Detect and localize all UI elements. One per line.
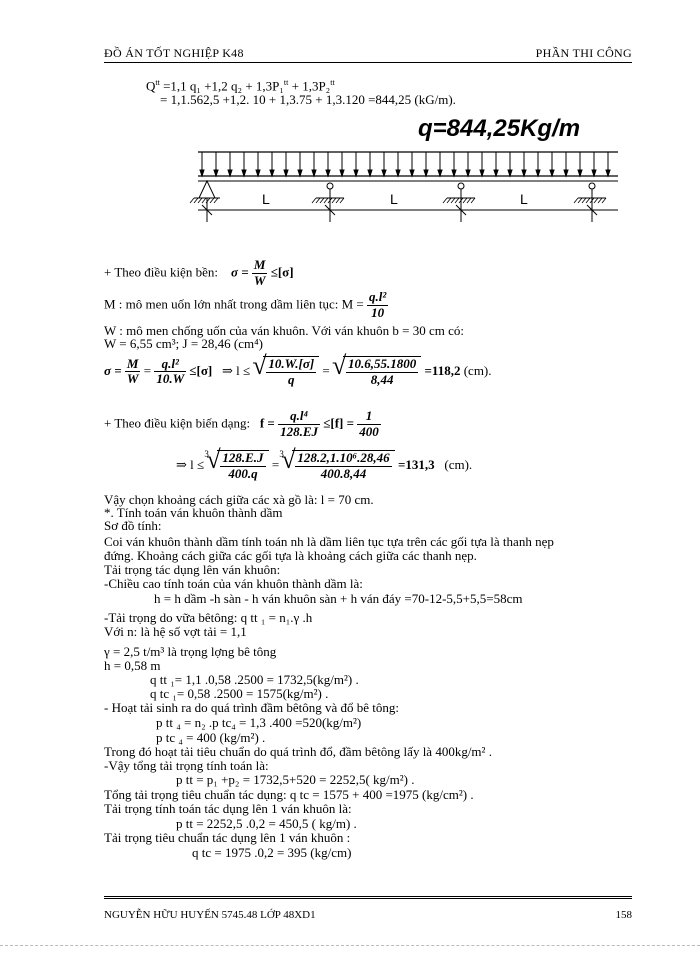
load-arrow-head [228,170,232,176]
body-line-9: Với n: là hệ số vợt tải = 1,1 [104,624,247,639]
page-footer [104,896,632,921]
load-arrow-head [214,170,218,176]
span-label-1: L [262,191,270,207]
hatch-line [447,198,451,203]
supports [194,181,606,198]
hatch-line [340,198,344,203]
modulus-line2: W = 6,55 cm³; J = 28,46 (cm⁴) [104,336,263,351]
body-line-16: p tc ₄ = 400 (kg/m²) . [156,730,266,745]
body-line-2: Sơ đồ tính: [104,518,162,533]
moment-line: M : mô men uốn lớn nhất trong dầm liên tục: M = $\frac{\text{q.l²}}{10}$ [104,289,387,320]
hatching [190,198,606,203]
load-arrow-head [592,170,596,176]
footer-left: NGUYỄN HỮU HUYẾN 5745.48 LỚP 48XD1 [104,909,316,921]
hatch-line [578,198,582,203]
hatch-line [316,198,320,203]
body-line-22: p tt = 2252,5 .0,2 = 450,5 ( kg/m) . [176,816,357,831]
load-arrow-head [438,170,442,176]
hatch-line [602,198,606,203]
deflection-condition: + Theo điều kiện biến dạng: f = $\frac{\text{q.l⁴}}{128.EJ}$ ≤[f] = $\frac{1}{400}$ [104,408,379,439]
body-line-13: q tc ₁= 0,58 .2500 = 1575(kg/m²) . [150,686,329,701]
load-arrow-head [284,170,288,176]
body-line-8: -Tải trọng do vữa bêtông: q tt ₁ = n₁.γ .h [104,610,313,625]
load-arrow-head [326,170,330,176]
modulus-line1: W : mô men chống uốn của ván khuôn. Với ván khuôn b = 30 cm có: [104,323,464,338]
load-arrow-head [494,170,498,176]
hatch-line [455,198,459,203]
hatch-line [467,198,471,203]
load-arrow-head [410,170,414,176]
load-arrow-head [466,170,470,176]
formula-q-line1: $Q^{tt} =1,1$ q₁ +1,2 q₂ + 1,3P₁$^{tt}$ + 1,3P₂$^{tt}$ [146,78,335,94]
header-right: PHẦN THI CÔNG [535,46,632,60]
span-label-3: L [520,191,528,207]
load-arrow-head [508,170,512,176]
body-line-20: Tổng tải trọng tiêu chuẩn tác dụng: q tc = 1575 + 400 =1975 (kg/cm²) . [104,787,474,802]
hatch-line [443,198,447,203]
load-label: q=844,25Kg/m [418,115,581,142]
header-left: ĐỒ ÁN TỐT NGHIỆP K48 [104,46,244,60]
hatch-line [312,198,316,203]
body-line-21: Tải trọng tính toán tác dụng lên 1 ván khuôn là: [104,801,352,816]
load-arrow-head [522,170,526,176]
load-arrow-head [606,170,610,176]
body-line-1: *. Tính toán ván khuôn thành dầm [104,505,283,520]
body-line-17: Trong đó hoạt tải tiêu chuẩn do quá trình đổ, đầm bêtông lấy là 400kg/m² . [104,744,492,759]
hatch-line [190,198,194,203]
load-arrow-head [368,170,372,176]
deflection-calc: ⇒ l ≤ √ 3 $\frac{128.E.J}{400.q}$ = √ 3 $\frac{\text{128.2,1.10⁶.28,46}}{400.8,44}$ =131,3 (cm). [176,450,472,482]
hatch-line [471,198,475,203]
hatch-line [198,198,202,203]
sigma-calc: σ = $\frac{M}{W}$ = $\frac{\text{q.l²}}{10.W}$ ≤[σ] ⇒ l ≤ √ $\frac{10.W.[\sigma]}{q}$ = √ $\frac{10.6,55.1800}{8,44}$ =118,2 (cm). [104,356,492,388]
hatch-line [574,198,578,203]
load-arrow-head [452,170,456,176]
hatch-line [202,198,206,203]
hatch-line [336,198,340,203]
hatch-line [586,198,590,203]
body-line-24: q tc = 1975 .0,2 = 395 (kg/cm) [192,845,352,860]
load-arrow-head [424,170,428,176]
hatch-line [214,198,218,203]
strength-condition: + Theo điều kiện bền: σ = $\frac{M}{W}$ ≤[σ] [104,257,294,288]
hatch-line [451,198,455,203]
body-line-5: Tải trọng tác dụng lên ván khuôn: [104,562,281,577]
beam-diagram [180,110,625,242]
body-line-7: h = h dầm -h sàn - h ván khuôn sàn + h ván đáy =70-12-5,5+5,5=58cm [154,591,523,606]
load-arrow-head [270,170,274,176]
hatch-line [463,198,467,203]
page-number: 158 [615,909,632,921]
load-arrow-head [550,170,554,176]
body-line-14: - Hoạt tải sinh ra do quá trình đầm bêtông và đổ bê tông: [104,700,399,715]
body-line-3: Coi ván khuôn thành dầm tính toán nh là dầm liên tục tựa trên các gối tựa là thanh nẹp [104,534,554,549]
page-header [104,46,632,63]
load-arrow-head [536,170,540,176]
load-arrow-head [396,170,400,176]
hatch-line [598,198,602,203]
load-arrow-head [382,170,386,176]
body-line-15: p tt ₄ = n₂ .p tc₄ = 1,3 .400 =520(kg/m²) [156,715,362,730]
body-line-19: p tt = p₁ +p₂ = 1732,5+520 = 2252,5( kg/m²) . [176,772,415,787]
hatch-line [194,198,198,203]
load-arrow-head [480,170,484,176]
body-line-18: -Vậy tổng tải trọng tính toán là: [104,758,269,773]
load-arrow-head [340,170,344,176]
body-line-4: đứng. Khoảng cách giữa các gối tựa là khoảng cách giữa các thanh nẹp. [104,548,477,563]
hatch-line [324,198,328,203]
body-line-23: Tải trọng tiêu chuẩn tác dụng lên 1 ván khuôn : [104,830,351,845]
body-line-11: h = 0,58 m [104,658,161,673]
hatch-line [594,198,598,203]
load-arrow-head [298,170,302,176]
span-label-2: L [390,191,398,207]
load-arrows [200,152,610,176]
load-arrow-head [242,170,246,176]
formula-q-line2: = 1,1.562,5 +1,2. 10 + 1,3.75 + 1,3.120 =844,25 (kG/m). [160,92,456,107]
load-arrow-head [564,170,568,176]
load-arrow-head [312,170,316,176]
page-edge-divider [0,945,700,946]
hatch-line [582,198,586,203]
body-line-6: -Chiều cao tính toán của ván khuôn thành dầm là: [104,576,363,591]
hatch-line [332,198,336,203]
body-line-10: γ = 2,5 t/m³ là trọng lợng bê tông [104,644,277,659]
body-line-12: q tt ₁= 1,1 .0,58 .2500 = 1732,5(kg/m²) . [150,672,359,687]
load-arrow-head [200,170,204,176]
load-arrow-head [354,170,358,176]
load-arrow-head [578,170,582,176]
hatch-line [320,198,324,203]
hatch-line [210,198,214,203]
body-line-0: Vậy chọn khoảng cách giữa các xà gồ là: l = 70 cm. [104,492,374,507]
load-arrow-head [256,170,260,176]
